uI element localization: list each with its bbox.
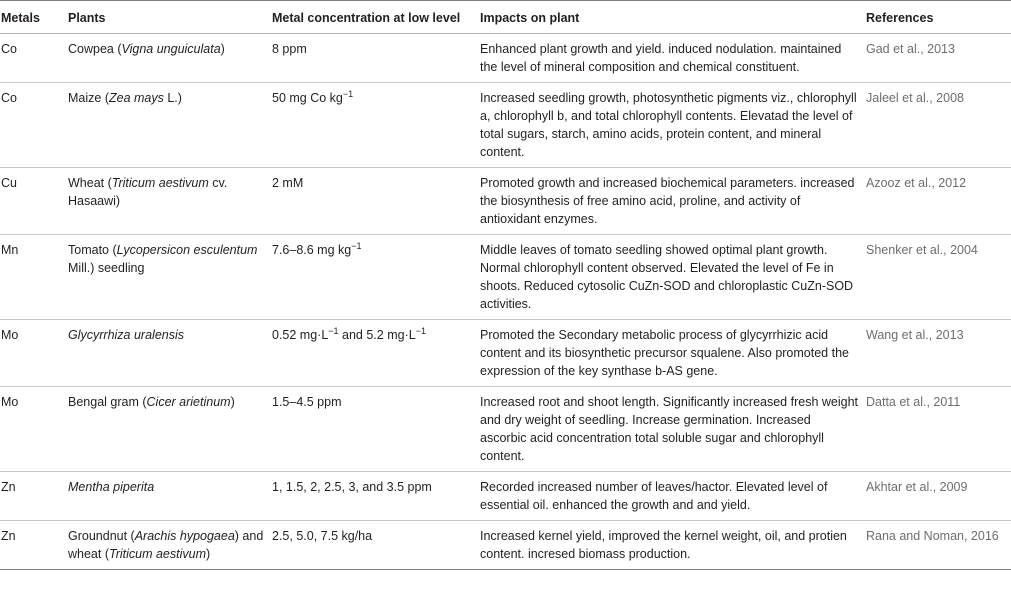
impact-cell: Promoted the Secondary metabolic process of glycyrrhizic acid content and its biosynthetic precursor squalene. Also promoted the expression of the key synthase b-AS gene. (476, 320, 862, 387)
impact-cell: Increased seedling growth, photosynthetic pigments viz., chlorophyll a, chlorophyll b, and total chlorophyll contents. Elevatad the level of total sugars, starch, amino acids, protein content, and mineral content. (476, 83, 862, 168)
table-row (0, 83, 1011, 168)
metal-cell: Mn (0, 235, 64, 320)
metal-cell: Cu (0, 168, 64, 235)
metal-cell: Co (0, 83, 64, 168)
table-row (0, 34, 1011, 83)
header-plants: Plants (64, 1, 268, 34)
reference-link[interactable]: Azooz et al., 2012 (862, 168, 1011, 235)
metal-cell: Co (0, 34, 64, 83)
concentration-cell: 1.5–4.5 ppm (268, 387, 476, 472)
plant-cell: Maize (Zea mays L.) (64, 83, 268, 168)
reference-link[interactable]: Gad et al., 2013 (862, 34, 1011, 83)
reference-link[interactable]: Rana and Noman, 2016 (862, 521, 1011, 570)
concentration-cell: 8 ppm (268, 34, 476, 83)
plant-cell: Groundnut (Arachis hypogaea) and wheat (Triticum aestivum) (64, 521, 268, 570)
plant-cell: Tomato (Lycopersicon esculentum Mill.) seedling (64, 235, 268, 320)
table-row (0, 387, 1011, 472)
concentration-cell: 1, 1.5, 2, 2.5, 3, and 3.5 ppm (268, 472, 476, 521)
table-row (0, 168, 1011, 235)
plant-cell: Wheat (Triticum aestivum cv. Hasaawi) (64, 168, 268, 235)
impact-cell: Enhanced plant growth and yield. induced nodulation. maintained the level of mineral composition and chemical constituent. (476, 34, 862, 83)
metal-cell: Zn (0, 472, 64, 521)
impact-cell: Increased root and shoot length. Significantly increased fresh weight and dry weight of seedling. Increase germination. Increased ascorbic acid concentration total soluble sugar and chlorophyll content. (476, 387, 862, 472)
concentration-cell: 2.5, 5.0, 7.5 kg/ha (268, 521, 476, 570)
reference-link[interactable]: Shenker et al., 2004 (862, 235, 1011, 320)
impact-cell: Increased kernel yield, improved the kernel weight, oil, and protien content. incresed biomass production. (476, 521, 862, 570)
metal-cell: Mo (0, 320, 64, 387)
concentration-cell: 50 mg Co $kg^{-1}$ (268, 83, 476, 168)
concentration-cell: 0.52 $mg\cdot L^{-1}$ and 5.2 $mg\cdot L^{-1}$ (268, 320, 476, 387)
plant-cell: Cowpea (Vigna unguiculata) (64, 34, 268, 83)
impact-cell: Middle leaves of tomato seedling showed optimal plant growth. Normal chlorophyll content observed. Elevated the level of Fe in shoots. Reduced cytosolic CuZn-SOD and chloroplastic CuZn-SOD activities. (476, 235, 862, 320)
reference-link[interactable]: Akhtar et al., 2009 (862, 472, 1011, 521)
concentration-cell: 7.6–8.6 mg $kg^{-1}$ (268, 235, 476, 320)
header-impacts: Impacts on plant (476, 1, 862, 34)
table-row (0, 472, 1011, 521)
impact-cell: Promoted growth and increased biochemical parameters. increased the biosynthesis of free amino acid, proline, and activity of antioxidant enzymes. (476, 168, 862, 235)
table-row (0, 320, 1011, 387)
plant-cell: Glycyrrhiza uralensis (64, 320, 268, 387)
reference-link[interactable]: Wang et al., 2013 (862, 320, 1011, 387)
reference-link[interactable]: Jaleel et al., 2008 (862, 83, 1011, 168)
table-row (0, 521, 1011, 570)
plant-cell: Mentha piperita (64, 472, 268, 521)
reference-link[interactable]: Datta et al., 2011 (862, 387, 1011, 472)
header-concentration: Metal concentration at low level (268, 1, 476, 34)
concentration-cell: 2 mM (268, 168, 476, 235)
metal-cell: Zn (0, 521, 64, 570)
header-row (0, 1, 1011, 34)
header-references: References (862, 1, 1011, 34)
impact-cell: Recorded increased number of leaves/hactor. Elevated level of essential oil. enhanced the growth and and yield. (476, 472, 862, 521)
plant-cell: Bengal gram (Cicer arietinum) (64, 387, 268, 472)
table-row (0, 235, 1011, 320)
metal-cell: Mo (0, 387, 64, 472)
header-metals: Metals (0, 1, 64, 34)
